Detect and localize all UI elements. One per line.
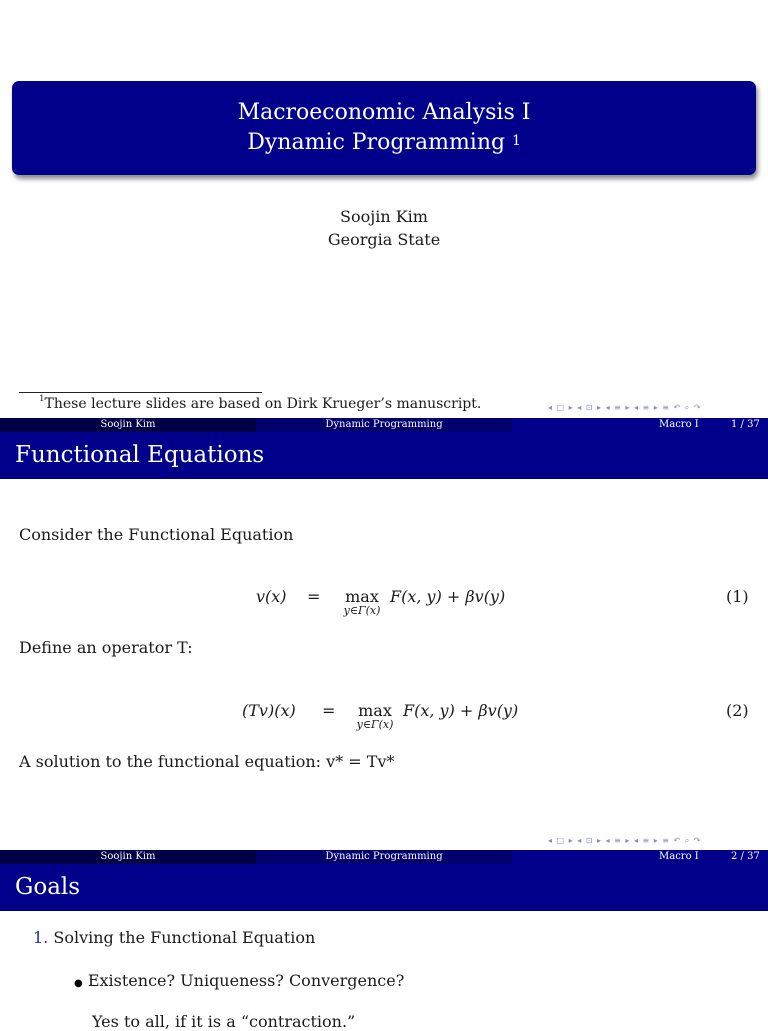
footer-page-number: 2 / 37: [731, 851, 760, 862]
title-footnote-mark: 1: [512, 133, 521, 149]
presentation-subtitle: Dynamic Programming $^1$: [247, 130, 521, 155]
frame-title: Functional Equations: [0, 432, 768, 479]
bullet-item-1: [74, 971, 404, 990]
author-name: Soojin Kim: [340, 207, 428, 226]
enumerated-item-1: [33, 928, 315, 947]
footnote: $^1$These lecture slides are based on Dirk Krueger’s manuscript.: [39, 394, 482, 412]
define-operator-text: Define an operator T:: [19, 638, 193, 657]
equation-2-max: max y∈Γ(x): [356, 701, 394, 731]
bullet-icon: ●: [74, 978, 83, 989]
footer-short-title: Macro I: [659, 419, 699, 430]
equation-2-lhs: (Tv)(x): [242, 701, 296, 720]
footer-short-title: Macro I: [659, 851, 699, 862]
intro-text: Consider the Functional Equation: [19, 525, 294, 544]
equation-1-relation: =: [307, 587, 321, 606]
footer-info: [512, 418, 768, 432]
footer-page-number: 1 / 37: [731, 419, 760, 430]
footnote-rule: [19, 392, 262, 393]
footer-bar: [0, 418, 768, 432]
author-institution: Georgia State: [327, 230, 441, 249]
bullet-text: Existence? Uniqueness? Convergence?: [87, 971, 405, 990]
partial-line: Yes to all, if it is a “contraction.”: [92, 1012, 356, 1031]
equation-2-rhs: F(x, y) + βv(y): [403, 701, 519, 720]
presentation-title: Macroeconomic Analysis I: [237, 100, 531, 125]
frame-title: Goals: [0, 864, 768, 911]
footer-author: Soojin Kim: [0, 850, 256, 864]
solution-text: A solution to the functional equation: v* = Tv*: [19, 752, 395, 771]
navigation-symbols[interactable]: ◂ □ ▸ ◂ ⊡ ▸ ◂ ≡ ▸ ◂ ≡ ▸ ≡ ↶ ⌕ ↷: [548, 836, 702, 845]
footer-bar: [0, 850, 768, 864]
footer-author: Soojin Kim: [0, 418, 256, 432]
item-number: 1.: [33, 928, 49, 947]
item-text: Solving the Functional Equation: [53, 928, 316, 947]
equation-2-relation: =: [322, 701, 336, 720]
equation-1-number: (1): [726, 587, 749, 606]
equation-1-lhs: v(x): [256, 587, 287, 606]
footnote-mark: 1: [39, 394, 45, 404]
equation-1-max: max y∈Γ(x): [343, 587, 381, 617]
navigation-symbols[interactable]: ◂ □ ▸ ◂ ⊡ ▸ ◂ ≡ ▸ ◂ ≡ ▸ ≡ ↶ ⌕ ↷: [548, 403, 702, 412]
footer-title: Dynamic Programming: [256, 418, 512, 432]
footer-title: Dynamic Programming: [256, 850, 512, 864]
title-block: [12, 81, 756, 175]
equation-1-rhs: F(x, y) + βv(y): [390, 587, 506, 606]
footer-info: [512, 850, 768, 864]
equation-2-number: (2): [726, 701, 749, 720]
